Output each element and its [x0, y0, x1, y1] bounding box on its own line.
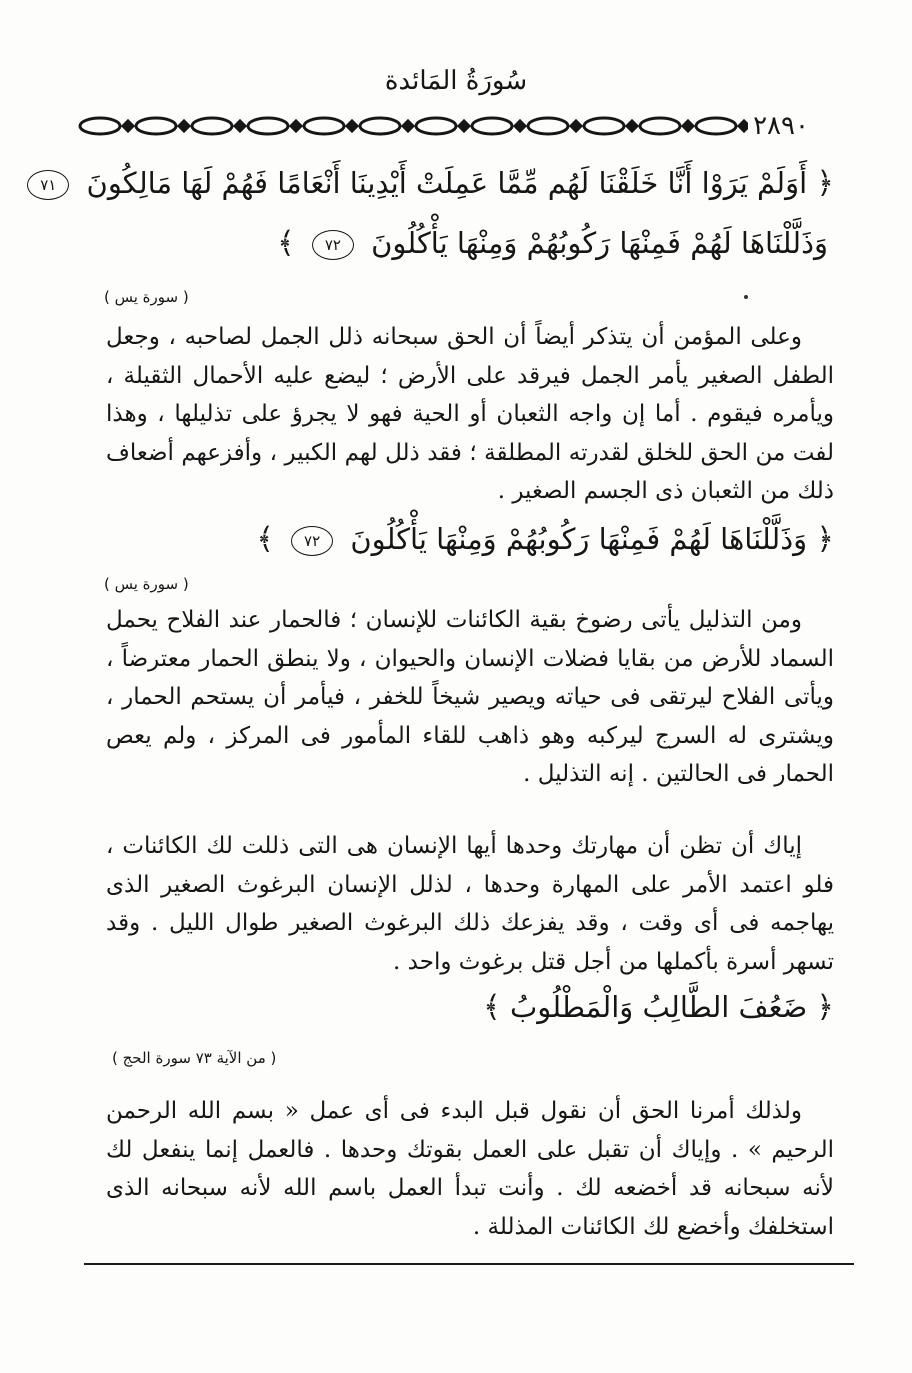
chain-diamond	[627, 121, 637, 131]
chain-diamond	[683, 121, 693, 131]
chain-link	[640, 118, 680, 134]
verse-text: وَذَلَّلْنَاهَا لَهُمْ فَمِنْهَا رَكُوبُهُمْ وَمِنْهَا يَأْكُلُونَ	[350, 522, 808, 556]
verse-text: وَذَلَّلْنَاهَا لَهُمْ فَمِنْهَا رَكُوبُهُمْ وَمِنْهَا يَأْكُلُونَ	[371, 226, 828, 260]
chain-link	[472, 118, 512, 134]
chain-link	[696, 118, 736, 134]
verse-reference: ( من الآية ٧٣ سورة الحج )	[112, 1049, 277, 1067]
verse-line-2	[277, 222, 828, 265]
stray-mark	[744, 295, 748, 299]
chain-link	[80, 118, 120, 134]
paragraph-text: وعلى المؤمن أن يتذكر أيضاً أن الحق سبحانه ذلل الجمل لصاحبه ، وجعل الطفل الصغير يأمر الجمل فيرقد على الأرض ؛ ليضع عليه الأحمال الثقيلة ، ويأمره فيقوم . أما إن واجه الثعبان أو الحية فهو لا يجرؤ على تذليلها ، وهذا لفت من الحق للخلق لقدرته المطلقة ؛ فقد ذلل لهم الكبير ، وأفزعهم أضعاف ذلك من الثعبان ذى الجسم الصغير .	[106, 324, 834, 504]
chain-diamond	[291, 121, 301, 131]
ayah-number-marker: ٧٢	[312, 230, 354, 260]
surah-title: سُورَةُ المَائدة	[384, 66, 528, 96]
chain-link	[304, 118, 344, 134]
footer-rule	[84, 1263, 854, 1265]
verse-reference: ( سورة يس )	[104, 288, 189, 306]
page-number: ٢٨٩٠	[748, 109, 814, 143]
chain-diamond	[571, 121, 581, 131]
ornamental-rule	[74, 108, 846, 144]
chain-link	[528, 118, 568, 134]
ayah-number-marker: ٧١	[27, 170, 69, 200]
chain-link	[584, 118, 624, 134]
paragraph-4	[106, 1092, 834, 1246]
paragraph-text: ولذلك أمرنا الحق أن نقول قبل البدء فى أى عمل « بسم الله الرحمن الرحيم » . وإياك أن تقبل على العمل بقوتك وحدها . فالعمل إنما ينفعل لك لأنه سبحانه قد أخضعه لك . وأنت تبدأ العمل باسم الله لأنه سبحانه الذى استخلفك وأخضع لك الكائنات المذللة .	[106, 1098, 834, 1240]
verse-line-1	[19, 162, 834, 205]
close-bracket: ﴾	[483, 990, 501, 1025]
paragraph-3	[106, 827, 834, 981]
chain-diamond	[459, 121, 469, 131]
chain-link	[416, 118, 456, 134]
chain-link	[248, 118, 288, 134]
chain-diamond	[515, 121, 525, 131]
verse-text: أَوَلَمْ يَرَوْا أَنَّا خَلَقْنَا لَهُم مِّمَّا عَمِلَتْ أَيْدِينَا أَنْعَامًا فَهُمْ لَهَا مَالِكُونَ	[86, 166, 808, 200]
verse-line-4	[483, 986, 834, 1029]
verse-line-3	[256, 518, 834, 561]
chain-diamond	[123, 121, 133, 131]
paragraph-text: ومن التذليل يأتى رضوخ بقية الكائنات للإنسان ؛ فالحمار عند الفلاح يحمل السماد للأرض من بقايا فضلات الإنسان والحيوان ، ولا ينطق الحمار معترضاً ، ويأتى الفلاح ليرتقى فى حياته ويصير شيخاً للخفر ، فيأمر أن يستحم الحمار ، ويشترى له السرج ليركبه وهو ذاهب للقاء المأمور فى المركز ، ولم يعص الحمار فى الحالتين . إنه التذليل .	[106, 607, 834, 787]
chain-diamond	[179, 121, 189, 131]
paragraph-2	[106, 601, 834, 794]
chain-link	[360, 118, 400, 134]
chain-diamond	[235, 121, 245, 131]
paragraph-1	[106, 318, 834, 511]
chain-link	[136, 118, 176, 134]
paragraph-text: إياك أن تظن أن مهارتك وحدها أيها الإنسان هى التى ذللت لك الكائنات ، فلو اعتمد الأمر على المهارة وحدها ، لذلل الإنسان البرغوث الصغير الذى يهاجمه فى أى وقت ، وقد يفزعك ذلك البرغوث الصغير طوال الليل . وقد تسهر أسرة بأكملها من أجل قتل برغوث واحد .	[106, 833, 834, 975]
open-bracket: ﴿	[816, 522, 834, 557]
chain-link	[192, 118, 232, 134]
chain-diamond	[347, 121, 357, 131]
verse-text: ضَعُفَ الطَّالِبُ وَالْمَطْلُوبُ	[509, 990, 808, 1024]
open-bracket: ﴿	[816, 990, 834, 1025]
open-bracket: ﴿	[816, 166, 834, 201]
verse-reference: ( سورة يس )	[104, 575, 189, 593]
ayah-number-marker: ٧٢	[291, 526, 333, 556]
close-bracket: ﴾	[256, 522, 274, 557]
chain-diamond	[403, 121, 413, 131]
close-bracket: ﴾	[277, 226, 295, 261]
